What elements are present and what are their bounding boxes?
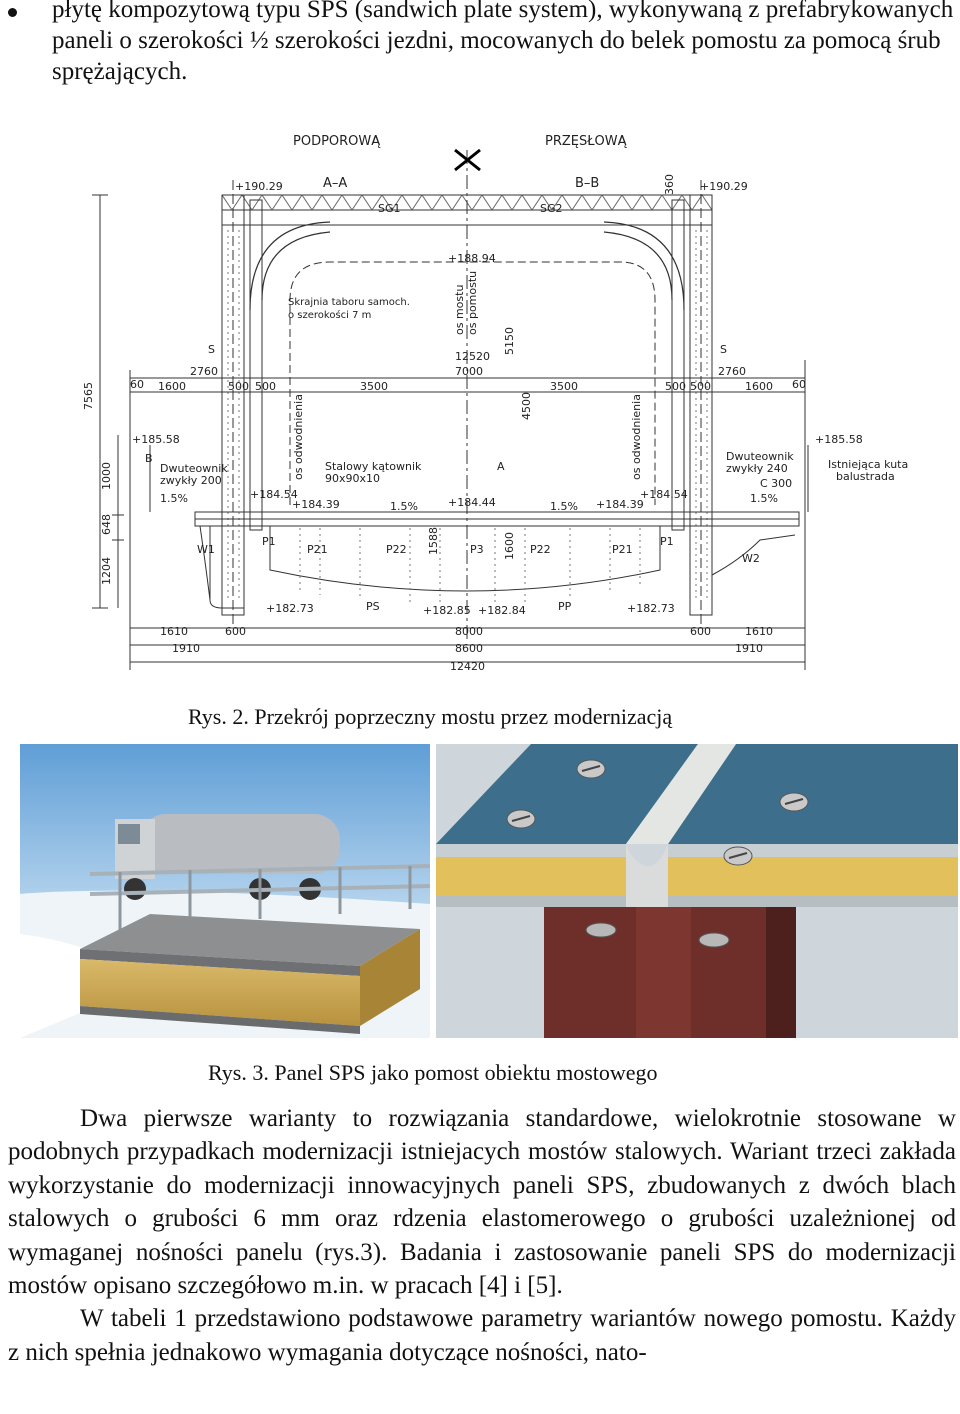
svg-text:PS: PS bbox=[366, 600, 380, 613]
svg-text:1910: 1910 bbox=[172, 642, 200, 655]
svg-text:os mostu: os mostu bbox=[453, 284, 466, 335]
svg-text:1600: 1600 bbox=[503, 532, 516, 560]
svg-text:1204: 1204 bbox=[100, 557, 113, 585]
svg-text:os pomostu: os pomostu bbox=[466, 270, 479, 335]
svg-text:balustrada: balustrada bbox=[836, 470, 895, 483]
svg-text:Dwuteownik: Dwuteownik bbox=[160, 462, 228, 475]
svg-text:+184.54: +184.54 bbox=[640, 488, 688, 501]
svg-text:1600: 1600 bbox=[158, 380, 186, 393]
svg-text:SG2: SG2 bbox=[540, 202, 563, 215]
svg-text:5150: 5150 bbox=[503, 327, 516, 355]
svg-text:12520: 12520 bbox=[455, 350, 490, 363]
svg-text:P21: P21 bbox=[612, 543, 633, 556]
svg-text:2760: 2760 bbox=[718, 365, 746, 378]
svg-text:+184.39: +184.39 bbox=[596, 498, 644, 511]
svg-text:+190.29: +190.29 bbox=[235, 180, 283, 193]
svg-text:7565: 7565 bbox=[82, 382, 95, 410]
svg-text:600: 600 bbox=[225, 625, 246, 638]
svg-text:A–A: A–A bbox=[323, 176, 348, 191]
figure-2-caption: Rys. 2. Przekrój poprzeczny mostu przez modernizacją bbox=[188, 704, 673, 729]
svg-text:+182.73: +182.73 bbox=[266, 602, 314, 615]
svg-text:3500: 3500 bbox=[360, 380, 388, 393]
svg-text:Stalowy kątownik: Stalowy kątownik bbox=[325, 460, 422, 473]
svg-text:Dwuteownik: Dwuteownik bbox=[726, 450, 794, 463]
svg-text:+184.39: +184.39 bbox=[292, 498, 340, 511]
svg-text:+185.58: +185.58 bbox=[132, 433, 180, 446]
svg-text:+190.29: +190.29 bbox=[700, 180, 748, 193]
svg-text:500: 500 bbox=[665, 380, 686, 393]
bullet-text: płytę kompozytową typu SPS (sandwich plate system), wykonywaną z prefabrykowanych paneli o szerokości ½ szerokości jezdni, mocowanych do belek pomostu za pomocą śrub sprężających. bbox=[52, 0, 954, 85]
figure-3-caption: Rys. 3. Panel SPS jako pomost obiektu mostowego bbox=[208, 1060, 658, 1085]
svg-text:4500: 4500 bbox=[520, 392, 533, 420]
svg-text:PODPOROWĄ: PODPOROWĄ bbox=[293, 134, 381, 149]
svg-text:W2: W2 bbox=[742, 552, 760, 565]
svg-text:+182.84: +182.84 bbox=[478, 604, 526, 617]
svg-text:60: 60 bbox=[792, 378, 806, 391]
svg-text:500: 500 bbox=[690, 380, 711, 393]
cross-section-drawing bbox=[70, 125, 909, 680]
svg-text:1.5%: 1.5% bbox=[390, 500, 418, 513]
svg-text:8000: 8000 bbox=[455, 625, 483, 638]
svg-text:1610: 1610 bbox=[160, 625, 188, 638]
svg-text:7000: 7000 bbox=[455, 365, 483, 378]
svg-text:1600: 1600 bbox=[745, 380, 773, 393]
svg-text:8600: 8600 bbox=[455, 642, 483, 655]
svg-text:1588: 1588 bbox=[427, 527, 440, 555]
svg-text:o szerokości 7 m: o szerokości 7 m bbox=[288, 310, 372, 321]
svg-text:B–B: B–B bbox=[575, 176, 600, 191]
svg-text:S: S bbox=[720, 343, 727, 356]
svg-text:2760: 2760 bbox=[190, 365, 218, 378]
svg-text:SG1: SG1 bbox=[378, 202, 401, 215]
svg-text:60: 60 bbox=[130, 378, 144, 391]
svg-text:1610: 1610 bbox=[745, 625, 773, 638]
svg-text:P1: P1 bbox=[262, 535, 276, 548]
svg-text:1.5%: 1.5% bbox=[550, 500, 578, 513]
svg-text:+182.73: +182.73 bbox=[627, 602, 675, 615]
svg-text:+182.85: +182.85 bbox=[423, 604, 471, 617]
svg-text:B: B bbox=[145, 452, 153, 465]
svg-text:os odwodnienia: os odwodnienia bbox=[292, 394, 305, 480]
svg-text:P22: P22 bbox=[530, 543, 551, 556]
svg-text:500: 500 bbox=[255, 380, 276, 393]
svg-text:+184.44: +184.44 bbox=[448, 496, 496, 509]
svg-text:600: 600 bbox=[690, 625, 711, 638]
svg-text:zwykły 200: zwykły 200 bbox=[160, 474, 222, 487]
svg-text:1.5%: 1.5% bbox=[750, 492, 778, 505]
svg-text:os odwodnienia: os odwodnienia bbox=[630, 394, 643, 480]
svg-text:+185.58: +185.58 bbox=[815, 433, 863, 446]
svg-text:zwykły 240: zwykły 240 bbox=[726, 462, 788, 475]
svg-text:360: 360 bbox=[663, 174, 676, 195]
body-text bbox=[8, 1102, 956, 1369]
svg-text:Istniejąca kuta: Istniejąca kuta bbox=[828, 458, 909, 471]
sps-panel-photo bbox=[20, 744, 430, 1038]
svg-text:3500: 3500 bbox=[550, 380, 578, 393]
svg-text:1.5%: 1.5% bbox=[160, 492, 188, 505]
svg-text:+184.54: +184.54 bbox=[250, 488, 298, 501]
svg-text:A: A bbox=[497, 460, 505, 473]
svg-text:P1: P1 bbox=[660, 535, 674, 548]
svg-text:W1: W1 bbox=[197, 543, 215, 556]
svg-text:C 300: C 300 bbox=[760, 477, 793, 490]
svg-text:PRZĘSŁOWĄ: PRZĘSŁOWĄ bbox=[545, 134, 627, 149]
bullet-icon bbox=[8, 8, 17, 17]
svg-text:P21: P21 bbox=[307, 543, 328, 556]
svg-text:12420: 12420 bbox=[450, 660, 485, 673]
svg-text:+188.94: +188.94 bbox=[448, 252, 496, 265]
svg-text:90x90x10: 90x90x10 bbox=[325, 472, 381, 485]
svg-text:1000: 1000 bbox=[100, 462, 113, 490]
paragraph-2: W tabeli 1 przedstawiono podstawowe parametry wariantów nowego pomostu. Każdy z nich spełnia jednakowo wymagania dotyczące nośności, nato- bbox=[8, 1305, 956, 1366]
svg-text:S: S bbox=[208, 343, 215, 356]
svg-text:PP: PP bbox=[558, 600, 572, 613]
svg-text:1910: 1910 bbox=[735, 642, 763, 655]
svg-text:Skrajnia taboru samoch.: Skrajnia taboru samoch. bbox=[288, 297, 410, 308]
svg-text:500: 500 bbox=[228, 380, 249, 393]
svg-text:P22: P22 bbox=[386, 543, 407, 556]
svg-text:648: 648 bbox=[100, 514, 113, 535]
sps-panel-detail bbox=[436, 744, 958, 1038]
paragraph-1: Dwa pierwsze warianty to rozwiązania standardowe, wielokrotnie stosowane w podobnych przypadkach modernizacji istniejacych mostów stalowych. Wariant trzeci zakłada wykorzystanie do modernizacji innowacyjnych paneli SPS, zbudowanych z dwóch blach stalowych o grubości 6 mm oraz rdzenia elastomerowego o grubości uzależnionej od wymaganej nośności panelu (rys.3). Badania i zastosowanie paneli SPS do modernizacji mostów opisano szczegółowo m.in. w pracach [4] i [5]. bbox=[8, 1105, 956, 1300]
svg-text:P3: P3 bbox=[470, 543, 484, 556]
